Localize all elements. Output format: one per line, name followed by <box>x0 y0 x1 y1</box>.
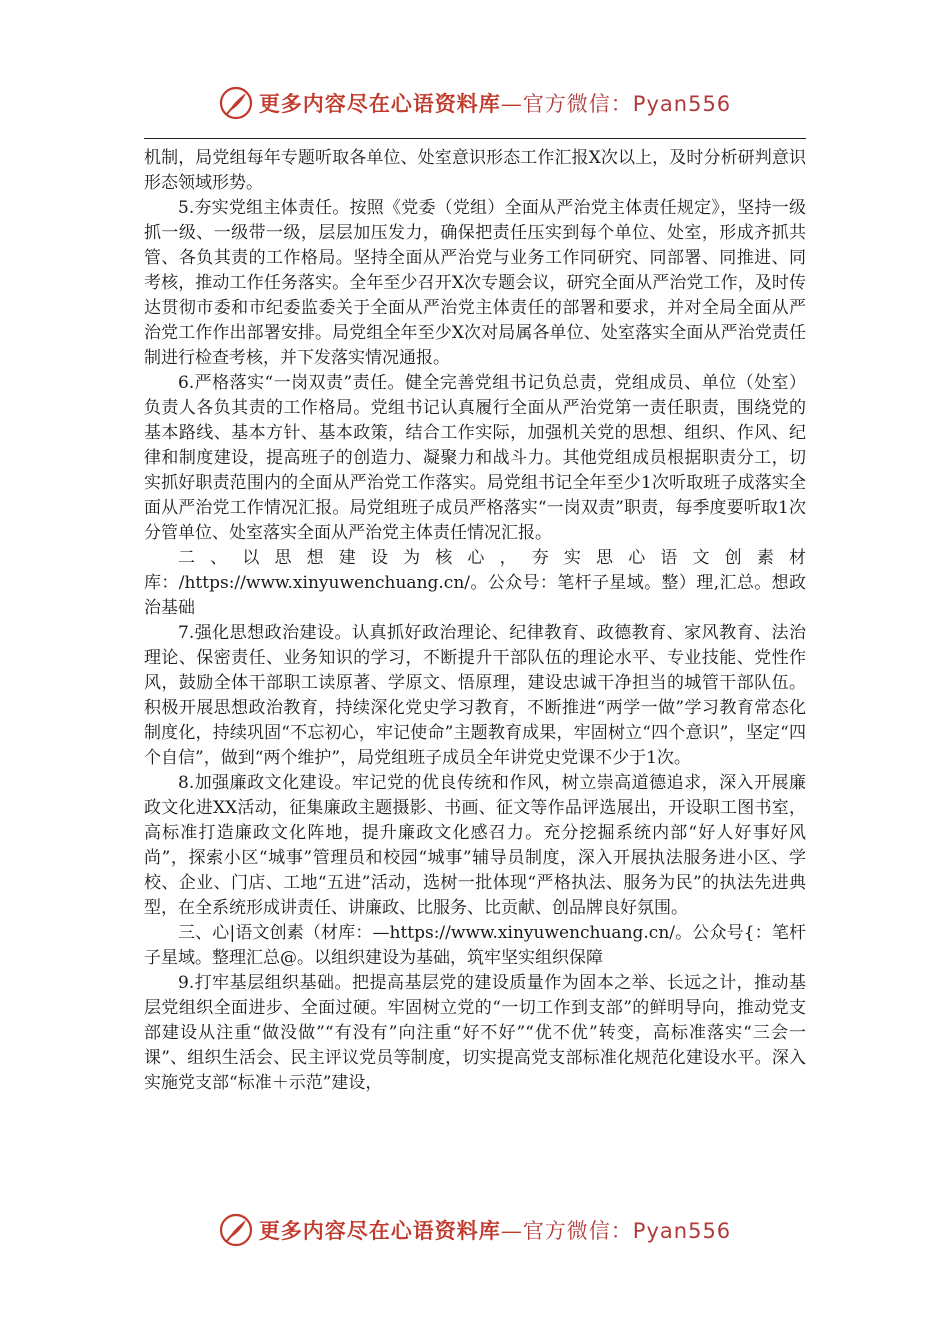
paragraph-continuation: 机制，局党组每年专题听取各单位、处室意识形态工作汇报X次以上，及时分析研判意识形态领域形势。 <box>144 148 806 193</box>
paragraph-item-8: 8.加强廉政文化建设。牢记党的优良传统和作风，树立崇高道德追求，深入开展廉政文化进XX活动，征集廉政主题摄影、书画、征文等作品评选展出，开设职工图书室，高标准打造廉政文化阵地，提升廉政文化感召力。充分挖掘系统内部“好人好事好风尚”，探索小区“城事”管理员和校园“城事”辅导员制度，深入开展执法服务进小区、学校、企业、门店、工地“五进”活动，选树一批体现“严格执法、服务为民”的执法先进典型，在全系统形成讲责任、讲廉政、比服务、比贡献、创品牌良好氛围。 <box>144 773 806 918</box>
header-banner <box>0 80 950 126</box>
footer-banner-text <box>259 1215 731 1245</box>
footer-banner-tail: 官方微信：Pyan556 <box>522 1219 732 1243</box>
section-heading-2: 二、以思想建设为核心，夯实思心语文创素材库：/https://www.xinyuwenchuang.cn/。公众号：笔杆子星域。整）理,汇总。想政治基础 <box>144 548 806 618</box>
header-banner-text <box>259 88 731 118</box>
header-banner-tail: 官方微信：Pyan556 <box>522 92 732 116</box>
paragraph-item-5: 5.夯实党组主体责任。按照《党委（党组）全面从严治党主体责任规定》，坚持一级抓一级、一级带一级，层层加压发力，确保把责任压实到每个单位、处室，形成齐抓共管、各负其责的工作格局。坚持全面从严治党与业务工作同研究、同部署、同推进、同考核，推动工作任务落实。全年至少召开X次专题会议，研究全面从严治党工作，及时传达贯彻市委和市纪委监委关于全面从严治党主体责任的部署和要求，并对全局全面从严治党工作作出部署安排。局党组全年至少X次对局属各单位、处室落实全面从严治党责任制进行检查考核，并下发落实情况通报。 <box>144 198 806 368</box>
section-heading-3: 三、心|语文创素（材库：—https://www.xinyuwenchuang.cn/。公众号{：笔杆子星域。整理汇总@。以组织建设为基础，筑牢坚实组织保障 <box>144 923 806 968</box>
quill-logo-icon <box>219 86 253 120</box>
paragraph-item-6: 6.严格落实“一岗双责”责任。健全完善党组书记负总责，党组成员、单位（处室）负责人各负其责的工作格局。党组书记认真履行全面从严治党第一责任职责，围绕党的基本路线、基本方针、基本政策，结合工作实际，加强机关党的思想、组织、作风、纪律和制度建设，提高班子的创造力、凝聚力和战斗力。其他党组成员根据职责分工，切实抓好职责范围内的全面从严治党工作落实。局党组书记全年至少1次听取班子成落实全面从严治党工作情况汇报。局党组班子成员严格落实“一岗双责”职责，每季度要听取1次分管单位、处室落实全面从严治党主体责任情况汇报。 <box>144 373 806 543</box>
footer-banner <box>0 1207 950 1253</box>
footer-banner-separator: — <box>500 1219 523 1243</box>
header-rule <box>144 138 806 139</box>
footer-banner-lead: 更多内容尽在心语资料库 <box>258 1218 501 1243</box>
paragraph-item-9: 9.打牢基层组织基础。把提高基层党的建设质量作为固本之举、长远之计，推动基层党组织全面进步、全面过硬。牢固树立党的“一切工作到支部”的鲜明导向，推动党支部建设从注重“做没做”“有没有”向注重“好不好”“优不优”转变，高标准落实“三会一课”、组织生活会、民主评议党员等制度，切实提高党支部标准化规范化建设水平。深入实施党支部“标准＋示范”建设， <box>144 973 806 1093</box>
header-banner-lead: 更多内容尽在心语资料库 <box>258 91 501 116</box>
document-body <box>144 146 806 1096</box>
header-banner-separator: — <box>500 92 523 116</box>
quill-logo-icon <box>219 1213 253 1247</box>
paragraph-item-7: 7.强化思想政治建设。认真抓好政治理论、纪律教育、政德教育、家风教育、法治理论、保密责任、业务知识的学习，不断提升干部队伍的理论水平、专业技能、党性作风，鼓励全体干部职工读原著、学原文、悟原理，建设忠诚干净担当的城管干部队伍。积极开展思想政治教育，持续深化党史学习教育，不断推进“两学一做”学习教育常态化制度化，持续巩固“不忘初心，牢记使命”主题教育成果，牢固树立“四个意识”，坚定“四个自信”，做到“两个维护”，局党组班子成员全年讲党史党课不少于1次。 <box>144 623 806 768</box>
